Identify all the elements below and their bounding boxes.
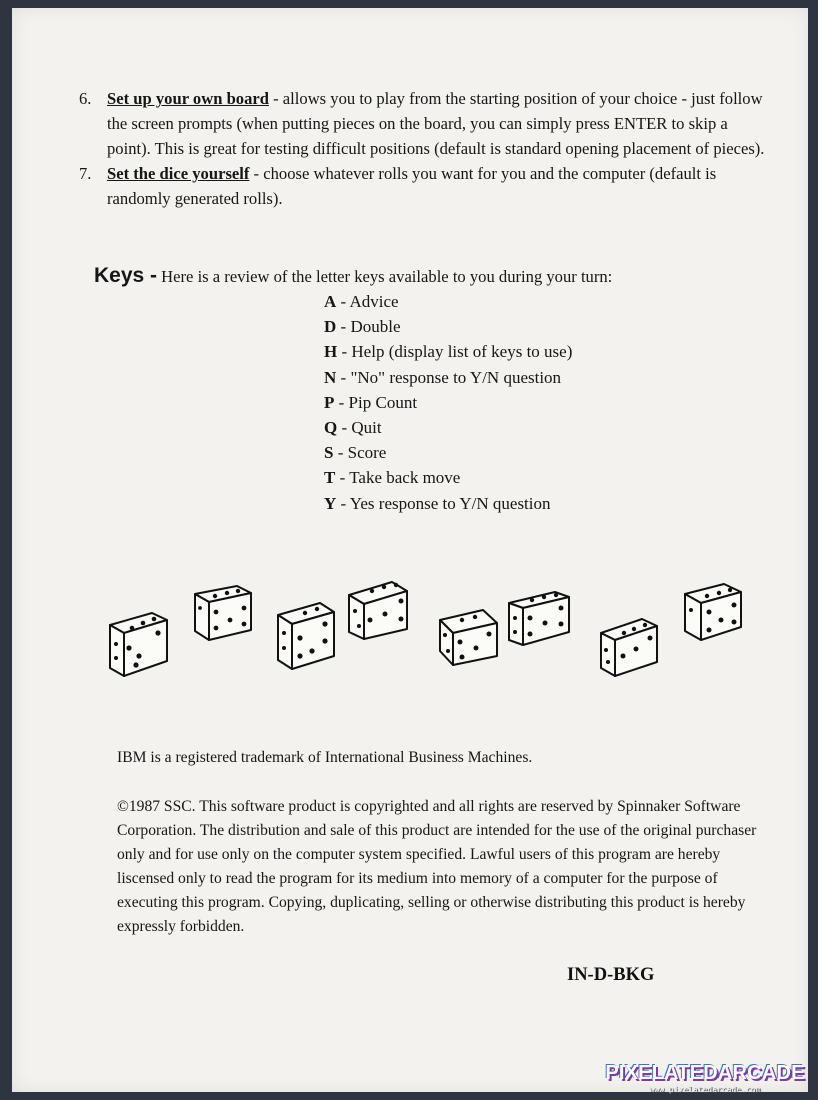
key-row-h [324,339,572,364]
key-row-t [324,465,572,490]
die-icon [278,603,334,669]
key-row-n [324,365,572,390]
key-description: - Advice [336,292,399,311]
options-list [79,86,769,211]
key-description: - Yes response to Y/N question [336,493,551,513]
key-description: - Double [336,317,401,337]
key-letter: H [324,342,338,362]
key-row-y [324,491,572,516]
option-term: Set the dice yourself [107,164,250,183]
watermark [605,1062,805,1094]
keys-intro: Here is a review of the letter keys available to you during your turn: [157,267,613,286]
watermark-url: www.pixelatedarcade.com [649,1085,761,1094]
option-number: 6. [79,89,92,108]
copyright-notice: ©1987 SSC. This software product is copyrighted and all rights are reserved by Spinnaker Software Corporation. The distribution and sale of this product are intended for the use of the original purchaser only and for use only on the computer system specified. Lawful users of this program are hereby liscensed only to read the program for its medium into memory of a computer for the purpose of executing this program. Copying, duplicating, selling or otherwise distributing this product is hereby expressly forbidden. [117,798,757,935]
key-list [324,289,572,516]
key-row-s [324,440,572,465]
key-row-p [324,390,572,415]
product-code: IN-D-BKG [567,965,655,985]
key-letter: S [324,443,334,463]
key-description: - Quit [337,418,382,438]
die-icon [195,586,251,640]
key-letter: D [324,317,337,337]
die-icon [685,584,741,640]
key-letter: Y [324,493,337,513]
key-row-q [324,415,572,440]
key-row-d [324,314,572,339]
option-item-6 [79,86,769,161]
key-description: - Take back move [335,468,461,488]
keys-heading [94,264,774,288]
key-letter: T [324,468,336,488]
option-number: 7. [79,164,92,183]
watermark-logo: PIXELATEDARCADE [605,1062,805,1084]
trademark-notice: IBM is a registered trademark of International Business Machines. [117,749,533,766]
key-letter: P [324,392,335,412]
manual-page [12,8,808,1092]
die-icon [110,613,167,676]
key-description: - Pip Count [334,392,418,412]
key-letter: A [324,292,337,311]
key-letter: N [324,367,337,387]
option-term: Set up your own board [107,89,269,108]
key-description: - Score [333,443,387,463]
option-item-7 [79,161,769,211]
keys-title: Keys - [94,264,158,287]
key-description: - "No" response to Y/N question [336,367,562,387]
option-text: - allows you to play from the starting position of your choice - just follow the screen prompts (when putting pieces on the board, you can simply press ENTER to skip a point). This is great for testing difficult positions (default is standard opening placement of pieces). [107,89,765,158]
die-icon [601,619,657,676]
key-description: - Help (display list of keys to use) [337,342,573,362]
die-icon [440,610,497,665]
key-row-a [324,289,572,314]
option-text: - choose whatever rolls you want for you and the computer (default is randomly generated rolls). [107,164,717,208]
die-icon [349,582,407,639]
key-letter: Q [324,418,338,438]
die-icon [509,592,569,645]
